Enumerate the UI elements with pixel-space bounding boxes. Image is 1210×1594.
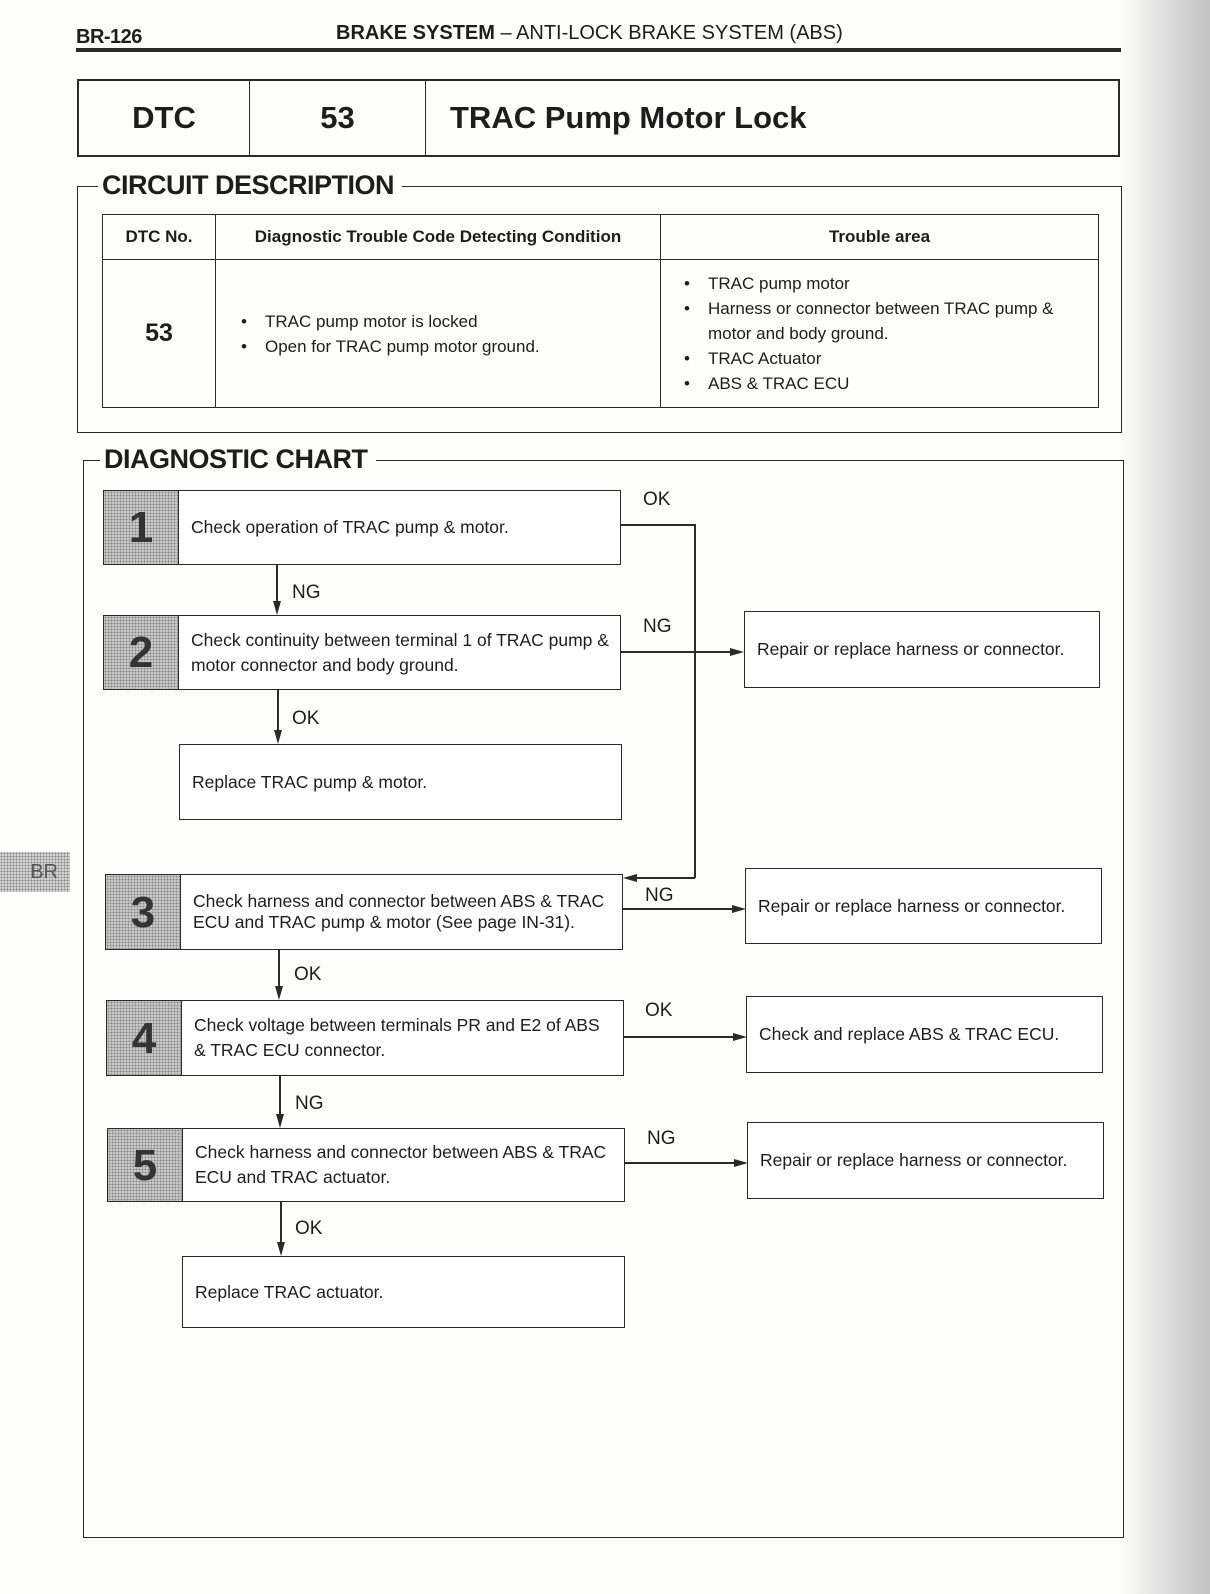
- branch-label-ok: OK: [292, 708, 320, 729]
- step-text: Check continuity between terminal 1 of TRAC pump & motor connector and body ground.: [191, 629, 609, 675]
- trouble-area-item: • Harness or connector between TRAC pump & motor and body ground.: [680, 296, 1089, 346]
- arrow-right-icon: [730, 648, 744, 656]
- dtc-title-box: [77, 79, 1120, 157]
- trouble-area-item: • TRAC Actuator: [680, 346, 1089, 371]
- trouble-area-item: • ABS & TRAC ECU: [680, 371, 1089, 396]
- connector-line: [623, 908, 732, 910]
- step-text: Check voltage between terminals PR and E2 of ABS & TRAC ECU connector.: [194, 1015, 600, 1060]
- result-text: Repair or replace harness or connector.: [760, 1150, 1068, 1170]
- header-subsystem: – ANTI-LOCK BRAKE SYSTEM (ABS): [494, 22, 843, 44]
- arrow-down-icon: [275, 986, 283, 1000]
- page-number: BR-126: [76, 26, 142, 48]
- branch-label-ng: NG: [643, 616, 672, 637]
- step-number: 4: [107, 1001, 182, 1075]
- header-system: BRAKE SYSTEM: [336, 22, 495, 44]
- trouble-area-item: • TRAC pump motor: [680, 271, 1089, 296]
- arrow-right-icon: [733, 1033, 747, 1041]
- result-box: [182, 1256, 625, 1328]
- result-box: [746, 996, 1103, 1073]
- cell-dtc-no: 53: [103, 260, 216, 408]
- col-trouble-area: Trouble area: [661, 215, 1099, 260]
- arrow-down-icon: [274, 730, 282, 744]
- circuit-description-title: CIRCUIT DESCRIPTION: [98, 170, 402, 201]
- connector-line: [694, 524, 696, 878]
- result-box: [179, 744, 622, 820]
- step-number: 2: [104, 616, 179, 689]
- table-header-row: [103, 215, 1099, 260]
- dtc-code: 53: [250, 81, 426, 155]
- result-box: [747, 1122, 1104, 1199]
- branch-label-ng: NG: [292, 582, 321, 603]
- connector-line: [279, 1076, 281, 1114]
- branch-label-ok: OK: [643, 489, 671, 510]
- arrow-left-icon: [623, 874, 637, 882]
- step-number: 3: [106, 875, 181, 949]
- result-text: Replace TRAC pump & motor.: [192, 771, 428, 792]
- result-text: Check and replace ABS & TRAC ECU.: [759, 1024, 1060, 1044]
- branch-label-ok: OK: [295, 1218, 323, 1239]
- header-rule: [76, 48, 1121, 52]
- arrow-down-icon: [277, 1242, 285, 1256]
- step-2-box: [103, 615, 621, 690]
- step-text: Check harness and connector between ABS & TRAC ECU and TRAC actuator.: [195, 1142, 607, 1187]
- step-3-box: [105, 874, 623, 950]
- connector-line: [621, 524, 695, 526]
- col-dtc-no: DTC No.: [103, 215, 216, 260]
- section-tab-br: BR: [0, 852, 70, 892]
- branch-label-ok: OK: [645, 1000, 673, 1021]
- connector-line: [624, 1036, 733, 1038]
- step-1-box: [103, 490, 621, 565]
- table-row: [103, 260, 1099, 408]
- cell-trouble-area: [661, 260, 1099, 408]
- branch-label-ok: OK: [294, 964, 322, 985]
- dtc-label: DTC: [79, 81, 250, 155]
- result-text: Replace TRAC actuator.: [195, 1281, 384, 1302]
- circuit-table: [102, 214, 1099, 408]
- connector-line: [277, 690, 279, 730]
- cell-condition: [216, 260, 661, 408]
- step-4-box: [106, 1000, 624, 1076]
- connector-line: [280, 1202, 282, 1242]
- step-5-box: [107, 1128, 625, 1202]
- connector-line: [621, 651, 730, 653]
- dtc-name: TRAC Pump Motor Lock: [450, 100, 807, 135]
- connector-line: [637, 877, 695, 879]
- arrow-right-icon: [734, 1159, 748, 1167]
- page-edge-shadow: [1120, 0, 1210, 1594]
- arrow-down-icon: [273, 601, 281, 615]
- step-number: 5: [108, 1129, 183, 1201]
- condition-item: • Open for TRAC pump motor ground.: [237, 334, 659, 359]
- connector-line: [625, 1162, 734, 1164]
- diagnostic-chart-title: DIAGNOSTIC CHART: [100, 444, 376, 475]
- branch-label-ng: NG: [647, 1128, 676, 1149]
- result-text: Repair or replace harness or connector.: [758, 895, 1066, 916]
- arrow-right-icon: [732, 905, 746, 913]
- page-header: [336, 22, 843, 45]
- connector-line: [278, 950, 280, 986]
- arrow-down-icon: [276, 1114, 284, 1128]
- col-condition: Diagnostic Trouble Code Detecting Condition: [216, 215, 661, 260]
- step-text: Check harness and connector between ABS & TRAC ECU and TRAC pump & motor (See page IN-31).: [193, 891, 605, 932]
- connector-line: [276, 565, 278, 601]
- condition-item: • TRAC pump motor is locked: [237, 309, 659, 334]
- step-number: 1: [104, 491, 179, 564]
- result-box: [744, 611, 1100, 688]
- branch-label-ng: NG: [645, 885, 674, 906]
- result-text: Repair or replace harness or connector.: [757, 639, 1065, 659]
- step-text: Check operation of TRAC pump & motor.: [191, 517, 509, 537]
- result-box: [745, 868, 1102, 944]
- branch-label-ng: NG: [295, 1093, 324, 1114]
